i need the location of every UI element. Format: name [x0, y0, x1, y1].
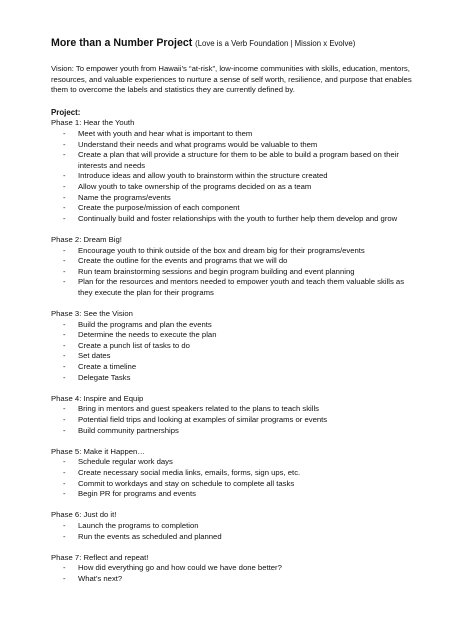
phase-task-list [51, 404, 416, 436]
bullet-dash: - [63, 330, 66, 340]
list-item [51, 521, 416, 532]
list-item [51, 203, 416, 214]
bullet-dash: - [63, 404, 66, 414]
phase-title: Phase 5: Make it Happen… [51, 446, 146, 456]
list-item [51, 246, 416, 257]
list-item-text: Determine the needs to execute the plan [78, 330, 217, 340]
phase-task-list [51, 246, 416, 299]
bullet-dash: - [63, 266, 66, 276]
list-item-text: What's next? [78, 573, 123, 583]
list-item-text: Schedule regular work days [78, 457, 173, 467]
list-item [51, 341, 416, 352]
list-item [51, 150, 416, 171]
list-item-text: Create necessary social media links, emails, forms, sign ups, etc. [78, 467, 301, 477]
list-item [51, 404, 416, 415]
phase-section-1 [51, 118, 416, 224]
list-item-text: Create a plan that will provide a structure for them to be able to build a program based on their interests and needs [78, 150, 399, 170]
bullet-dash: - [63, 531, 66, 541]
phase-section-4 [51, 394, 416, 436]
bullet-dash: - [63, 128, 66, 138]
bullet-dash: - [63, 425, 66, 435]
list-item [51, 426, 416, 437]
list-item [51, 479, 416, 490]
phase-task-list [51, 563, 416, 584]
list-item-text: Create the purpose/mission of each component [78, 203, 240, 213]
phase-task-list [51, 129, 416, 224]
list-item-text: Meet with youth and hear what is important to them [78, 128, 253, 138]
list-item-text: Create the outline for the events and programs that we will do [78, 256, 288, 266]
list-item [51, 489, 416, 500]
bullet-dash: - [63, 351, 66, 361]
list-item [51, 415, 416, 426]
list-item-text: Potential field trips and looking at examples of similar programs or events [78, 415, 328, 424]
bullet-dash: - [63, 467, 66, 477]
list-item [51, 351, 416, 362]
list-item [51, 532, 416, 543]
phase-section-3 [51, 309, 416, 383]
list-item-text: Run team brainstorming sessions and begin program building and event planning [78, 266, 355, 276]
phase-task-list [51, 320, 416, 384]
list-item [51, 320, 416, 331]
bullet-dash: - [63, 415, 66, 424]
phase-title: Phase 2: Dream Big! [51, 234, 122, 244]
list-item [51, 563, 416, 574]
list-item [51, 193, 416, 204]
list-item-text: Plan for the resources and mentors needed to empower youth and teach them valuable skills as they execute the plan for their programs [78, 277, 405, 297]
list-item-text: Create a punch list of tasks to do [78, 340, 190, 350]
bullet-dash: - [63, 181, 66, 191]
list-item-text: Introduce ideas and allow youth to brainstorm within the structure created [78, 171, 328, 181]
list-item-text: Name the programs/events [78, 192, 171, 202]
phase-section-5 [51, 447, 416, 500]
phase-task-list [51, 457, 416, 499]
list-item [51, 267, 416, 278]
phase-title: Phase 1: Hear the Youth [51, 118, 135, 128]
bullet-dash: - [63, 245, 66, 255]
bullet-dash: - [63, 139, 66, 149]
list-item-text: Encourage youth to think outside of the box and dream big for their programs/events [78, 245, 365, 255]
bullet-dash: - [63, 489, 66, 499]
title-subtitle: (Love is a Verb Foundation | Mission x Evolve) [195, 39, 356, 48]
title-main: More than a Number Project [51, 37, 193, 49]
list-item [51, 256, 416, 267]
phase-section-6 [51, 510, 416, 542]
phase-title: Phase 3: See the Vision [51, 309, 133, 319]
phase-task-list [51, 521, 416, 542]
list-item-text: Run the events as scheduled and planned [78, 531, 222, 541]
bullet-dash: - [63, 192, 66, 202]
phase-title: Phase 4: Inspire and Equip [51, 393, 144, 403]
list-item-text: Bring in mentors and guest speakers related to the plans to teach skills [78, 404, 320, 414]
phase-title: Phase 7: Reflect and repeat! [51, 552, 149, 562]
bullet-dash: - [63, 256, 66, 266]
bullet-dash: - [63, 277, 66, 287]
list-item-text: Build community partnerships [78, 425, 179, 435]
bullet-dash: - [63, 340, 66, 350]
bullet-dash: - [63, 150, 66, 160]
phase-section-7 [51, 553, 416, 585]
list-item-text: Begin PR for programs and events [78, 489, 196, 499]
list-item [51, 140, 416, 151]
bullet-dash: - [63, 563, 66, 573]
bullet-dash: - [63, 457, 66, 467]
list-item [51, 182, 416, 193]
list-item-text: Launch the programs to completion [78, 520, 199, 530]
phase-list [51, 118, 416, 584]
document-title [51, 37, 416, 50]
list-item [51, 457, 416, 468]
project-heading: Project: [51, 107, 81, 117]
list-item [51, 129, 416, 140]
list-item-text: Create a timeline [78, 362, 137, 372]
list-item [51, 330, 416, 341]
phase-section-2 [51, 235, 416, 299]
bullet-dash: - [63, 362, 66, 372]
list-item-text: How did everything go and how could we have done better? [78, 563, 282, 573]
list-item [51, 171, 416, 182]
bullet-dash: - [63, 478, 66, 488]
bullet-dash: - [63, 171, 66, 181]
vision-statement: Vision: To empower youth from Hawaii’s “at-risk”, low-income communities with skills, education, mentors, resources, and valuable experiences to nurture a sense of self worth, resilience, and purpose that enables them to overcome the labels and statistics they are currently defined by. [51, 64, 412, 95]
list-item [51, 214, 416, 225]
list-item [51, 373, 416, 384]
bullet-dash: - [63, 520, 66, 530]
list-item-text: Commit to workdays and stay on schedule to complete all tasks [78, 478, 295, 488]
list-item-text: Allow youth to take ownership of the programs decided on as a team [78, 181, 312, 191]
bullet-dash: - [63, 203, 66, 213]
phase-title: Phase 6: Just do it! [51, 510, 117, 520]
bullet-dash: - [63, 213, 66, 223]
list-item [51, 277, 416, 298]
list-item-text: Understand their needs and what programs would be valuable to them [78, 139, 318, 149]
list-item [51, 362, 416, 373]
list-item-text: Build the programs and plan the events [78, 319, 212, 329]
list-item [51, 574, 416, 585]
list-item [51, 468, 416, 479]
list-item-text: Delegate Tasks [78, 372, 131, 382]
bullet-dash: - [63, 372, 66, 382]
list-item-text: Set dates [78, 351, 111, 361]
bullet-dash: - [63, 319, 66, 329]
list-item-text: Continually build and foster relationships with the youth to further help them develop and grow [78, 213, 398, 223]
bullet-dash: - [63, 573, 66, 583]
